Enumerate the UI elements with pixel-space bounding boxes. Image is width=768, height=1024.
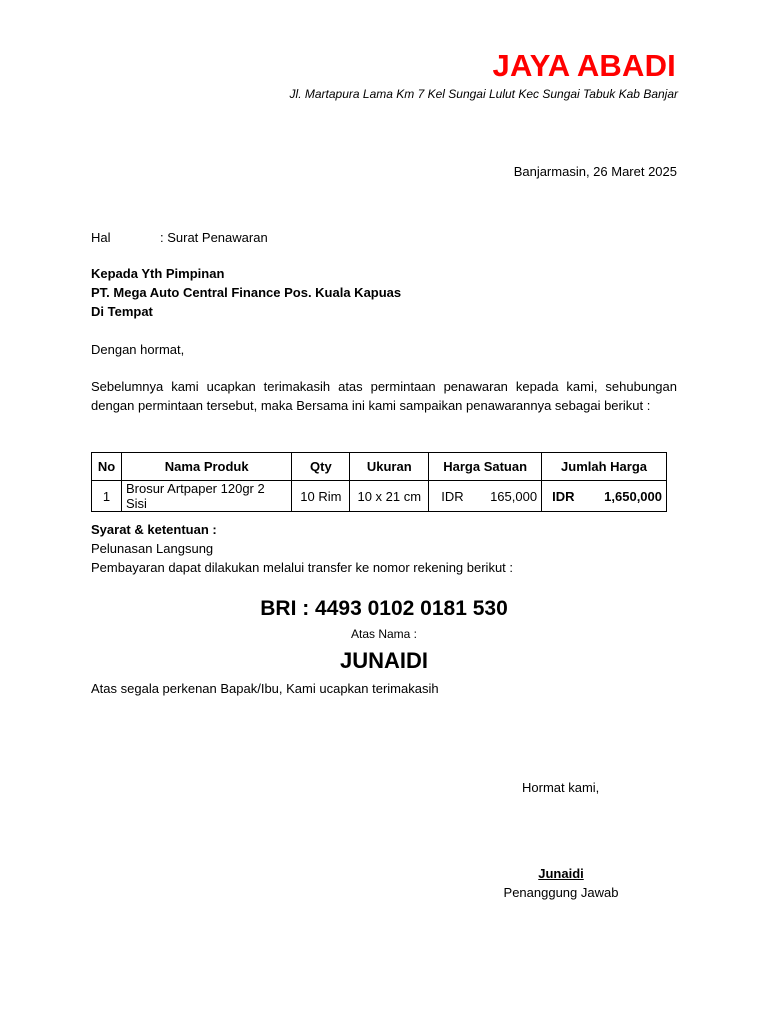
cell-no: 1 [92, 481, 122, 512]
cell-size: 10 x 21 cm [350, 481, 429, 512]
header-total-price: Jumlah Harga [542, 453, 667, 481]
cell-unit-price [429, 481, 542, 512]
recipient-line-1: Kepada Yth Pimpinan [91, 266, 225, 281]
account-holder-label: Atas Nama : [350, 627, 418, 641]
regards: Hormat kami, [522, 780, 600, 795]
intro-paragraph: Sebelumnya kami ucapkan terimakasih atas permintaan penawaran kepada kami, sehubungan dengan permintaan tersebut, maka Bersama ini kami sampaikan penawarannya sebagai berikut : [91, 379, 677, 413]
table-row [92, 481, 667, 512]
company-address: Jl. Martapura Lama Km 7 Kel Sungai Lulut Kec Sungai Tabuk Kab Banjar [289, 87, 678, 101]
closing-line: Atas segala perkenan Bapak/Ibu, Kami ucapkan terimakasih [91, 681, 439, 696]
signature-block [503, 864, 619, 902]
recipient-line-2: PT. Mega Auto Central Finance Pos. Kuala Kapuas [91, 285, 402, 300]
cell-qty: 10 Rim [292, 481, 350, 512]
header-unit-price: Harga Satuan [429, 453, 542, 481]
signer-name: Junaidi [538, 866, 584, 881]
terms-line-2: Pembayaran dapat dilakukan melalui transfer ke nomor rekening berikut : [91, 560, 514, 575]
cell-product: Brosur Artpaper 120gr 2 Sisi [121, 481, 291, 512]
total-currency: IDR [552, 488, 575, 504]
company-name: JAYA ABADI [492, 48, 676, 83]
unit-amount: 165,000 [490, 488, 538, 504]
header-product: Nama Produk [121, 453, 291, 481]
terms-block [91, 520, 513, 577]
recipient-line-3: Di Tempat [91, 304, 153, 319]
total-amount: 1,650,000 [604, 488, 662, 504]
table-header-row [92, 453, 667, 481]
recipient-block [91, 264, 401, 321]
header-no: No [92, 453, 122, 481]
offer-table [91, 452, 667, 512]
subject-value: : Surat Penawaran [160, 230, 268, 245]
letter-date: Banjarmasin, 26 Maret 2025 [513, 164, 677, 179]
bank-account: BRI : 4493 0102 0181 530 [260, 597, 508, 620]
unit-currency: IDR [441, 488, 464, 504]
terms-title: Syarat & ketentuan : [91, 522, 217, 537]
signer-position: Penanggung Jawab [503, 885, 619, 900]
header-size: Ukuran [350, 453, 429, 481]
account-holder-name: JUNAIDI [339, 648, 428, 673]
subject-label: Hal [91, 230, 111, 245]
header-qty: Qty [292, 453, 350, 481]
terms-line-1: Pelunasan Langsung [91, 541, 214, 556]
greeting: Dengan hormat, [91, 342, 185, 357]
cell-total-price [542, 481, 667, 512]
